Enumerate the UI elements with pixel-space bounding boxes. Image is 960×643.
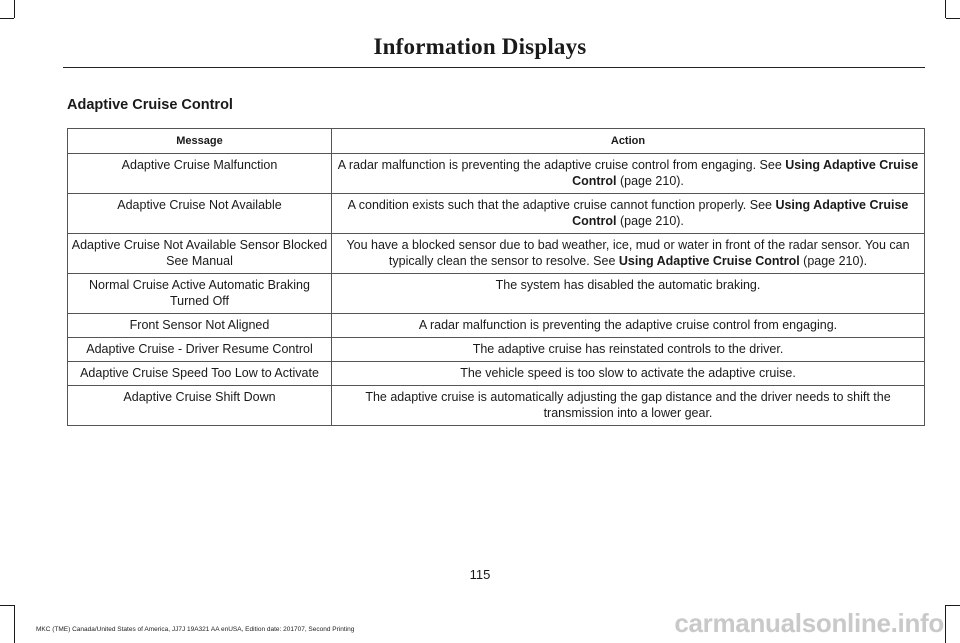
- message-cell: Adaptive Cruise Not Available: [68, 194, 332, 234]
- action-text: The system has disabled the automatic braking.: [495, 278, 761, 292]
- message-cell: Normal Cruise Active Automatic Braking Turned Off: [68, 274, 332, 314]
- action-text: A condition exists such that the adaptive cruise cannot function properly. See: [347, 198, 776, 212]
- page-reference: (page 210).: [616, 214, 684, 228]
- crop-mark: [945, 605, 946, 643]
- message-cell: Adaptive Cruise Malfunction: [68, 154, 332, 194]
- page-number: 115: [469, 567, 491, 582]
- column-header-action: Action: [332, 129, 925, 154]
- crop-mark: [14, 0, 15, 18]
- table-row: [68, 386, 925, 426]
- page-header-title: Information Displays: [373, 34, 587, 59]
- crop-mark: [945, 0, 946, 18]
- crop-mark: [14, 605, 15, 643]
- watermark: carmanualsonline.info: [674, 608, 944, 638]
- section-title: Adaptive Cruise Control: [67, 97, 233, 113]
- action-cell: [332, 194, 925, 234]
- footer-text: MKC (TME) Canada/United States of America, JJ7J 19A321 AA enUSA, Edition date: 201707, Second Printing: [36, 626, 355, 633]
- action-text: A radar malfunction is preventing the adaptive cruise control from engaging.: [418, 318, 838, 332]
- table-row: [68, 194, 925, 234]
- cross-reference-link[interactable]: Using Adaptive Cruise Control: [572, 158, 919, 188]
- crop-mark: [0, 605, 14, 606]
- action-cell: [332, 362, 925, 386]
- action-cell: [332, 234, 925, 274]
- table-row: [68, 362, 925, 386]
- header-rule: [63, 67, 925, 68]
- crop-mark: [946, 605, 960, 606]
- action-cell: [332, 314, 925, 338]
- action-text: The adaptive cruise has reinstated controls to the driver.: [472, 342, 784, 356]
- message-cell: Front Sensor Not Aligned: [68, 314, 332, 338]
- table-row: [68, 154, 925, 194]
- page-reference: (page 210).: [616, 174, 684, 188]
- action-cell: [332, 386, 925, 426]
- message-cell: Adaptive Cruise Shift Down: [68, 386, 332, 426]
- crop-mark: [946, 18, 960, 19]
- action-text: The adaptive cruise is automatically adjusting the gap distance and the driver needs to shift the transmission into a lower gear.: [365, 390, 891, 420]
- table-row: [68, 338, 925, 362]
- crop-mark: [0, 18, 14, 19]
- action-text: You have a blocked sensor due to bad weather, ice, mud or water in front of the radar sensor. You can typically clean the sensor to resolve. See: [346, 238, 910, 268]
- message-cell: Adaptive Cruise - Driver Resume Control: [68, 338, 332, 362]
- action-cell: [332, 274, 925, 314]
- message-table: [67, 128, 925, 426]
- action-cell: [332, 154, 925, 194]
- cross-reference-link[interactable]: Using Adaptive Cruise Control: [572, 198, 909, 228]
- message-cell: Adaptive Cruise Not Available Sensor Blocked See Manual: [68, 234, 332, 274]
- column-header-message: Message: [68, 129, 332, 154]
- page-reference: (page 210).: [799, 254, 868, 268]
- message-cell: Adaptive Cruise Speed Too Low to Activate: [68, 362, 332, 386]
- action-text: The vehicle speed is too slow to activate the adaptive cruise.: [460, 366, 796, 380]
- action-text: A radar malfunction is preventing the adaptive cruise control from engaging. See: [337, 158, 786, 172]
- table-row: [68, 234, 925, 274]
- cross-reference-link[interactable]: Using Adaptive Cruise Control: [618, 254, 800, 268]
- table-header-row: [68, 129, 925, 154]
- action-cell: [332, 338, 925, 362]
- table-row: [68, 274, 925, 314]
- table-body: [68, 154, 925, 426]
- table-row: [68, 314, 925, 338]
